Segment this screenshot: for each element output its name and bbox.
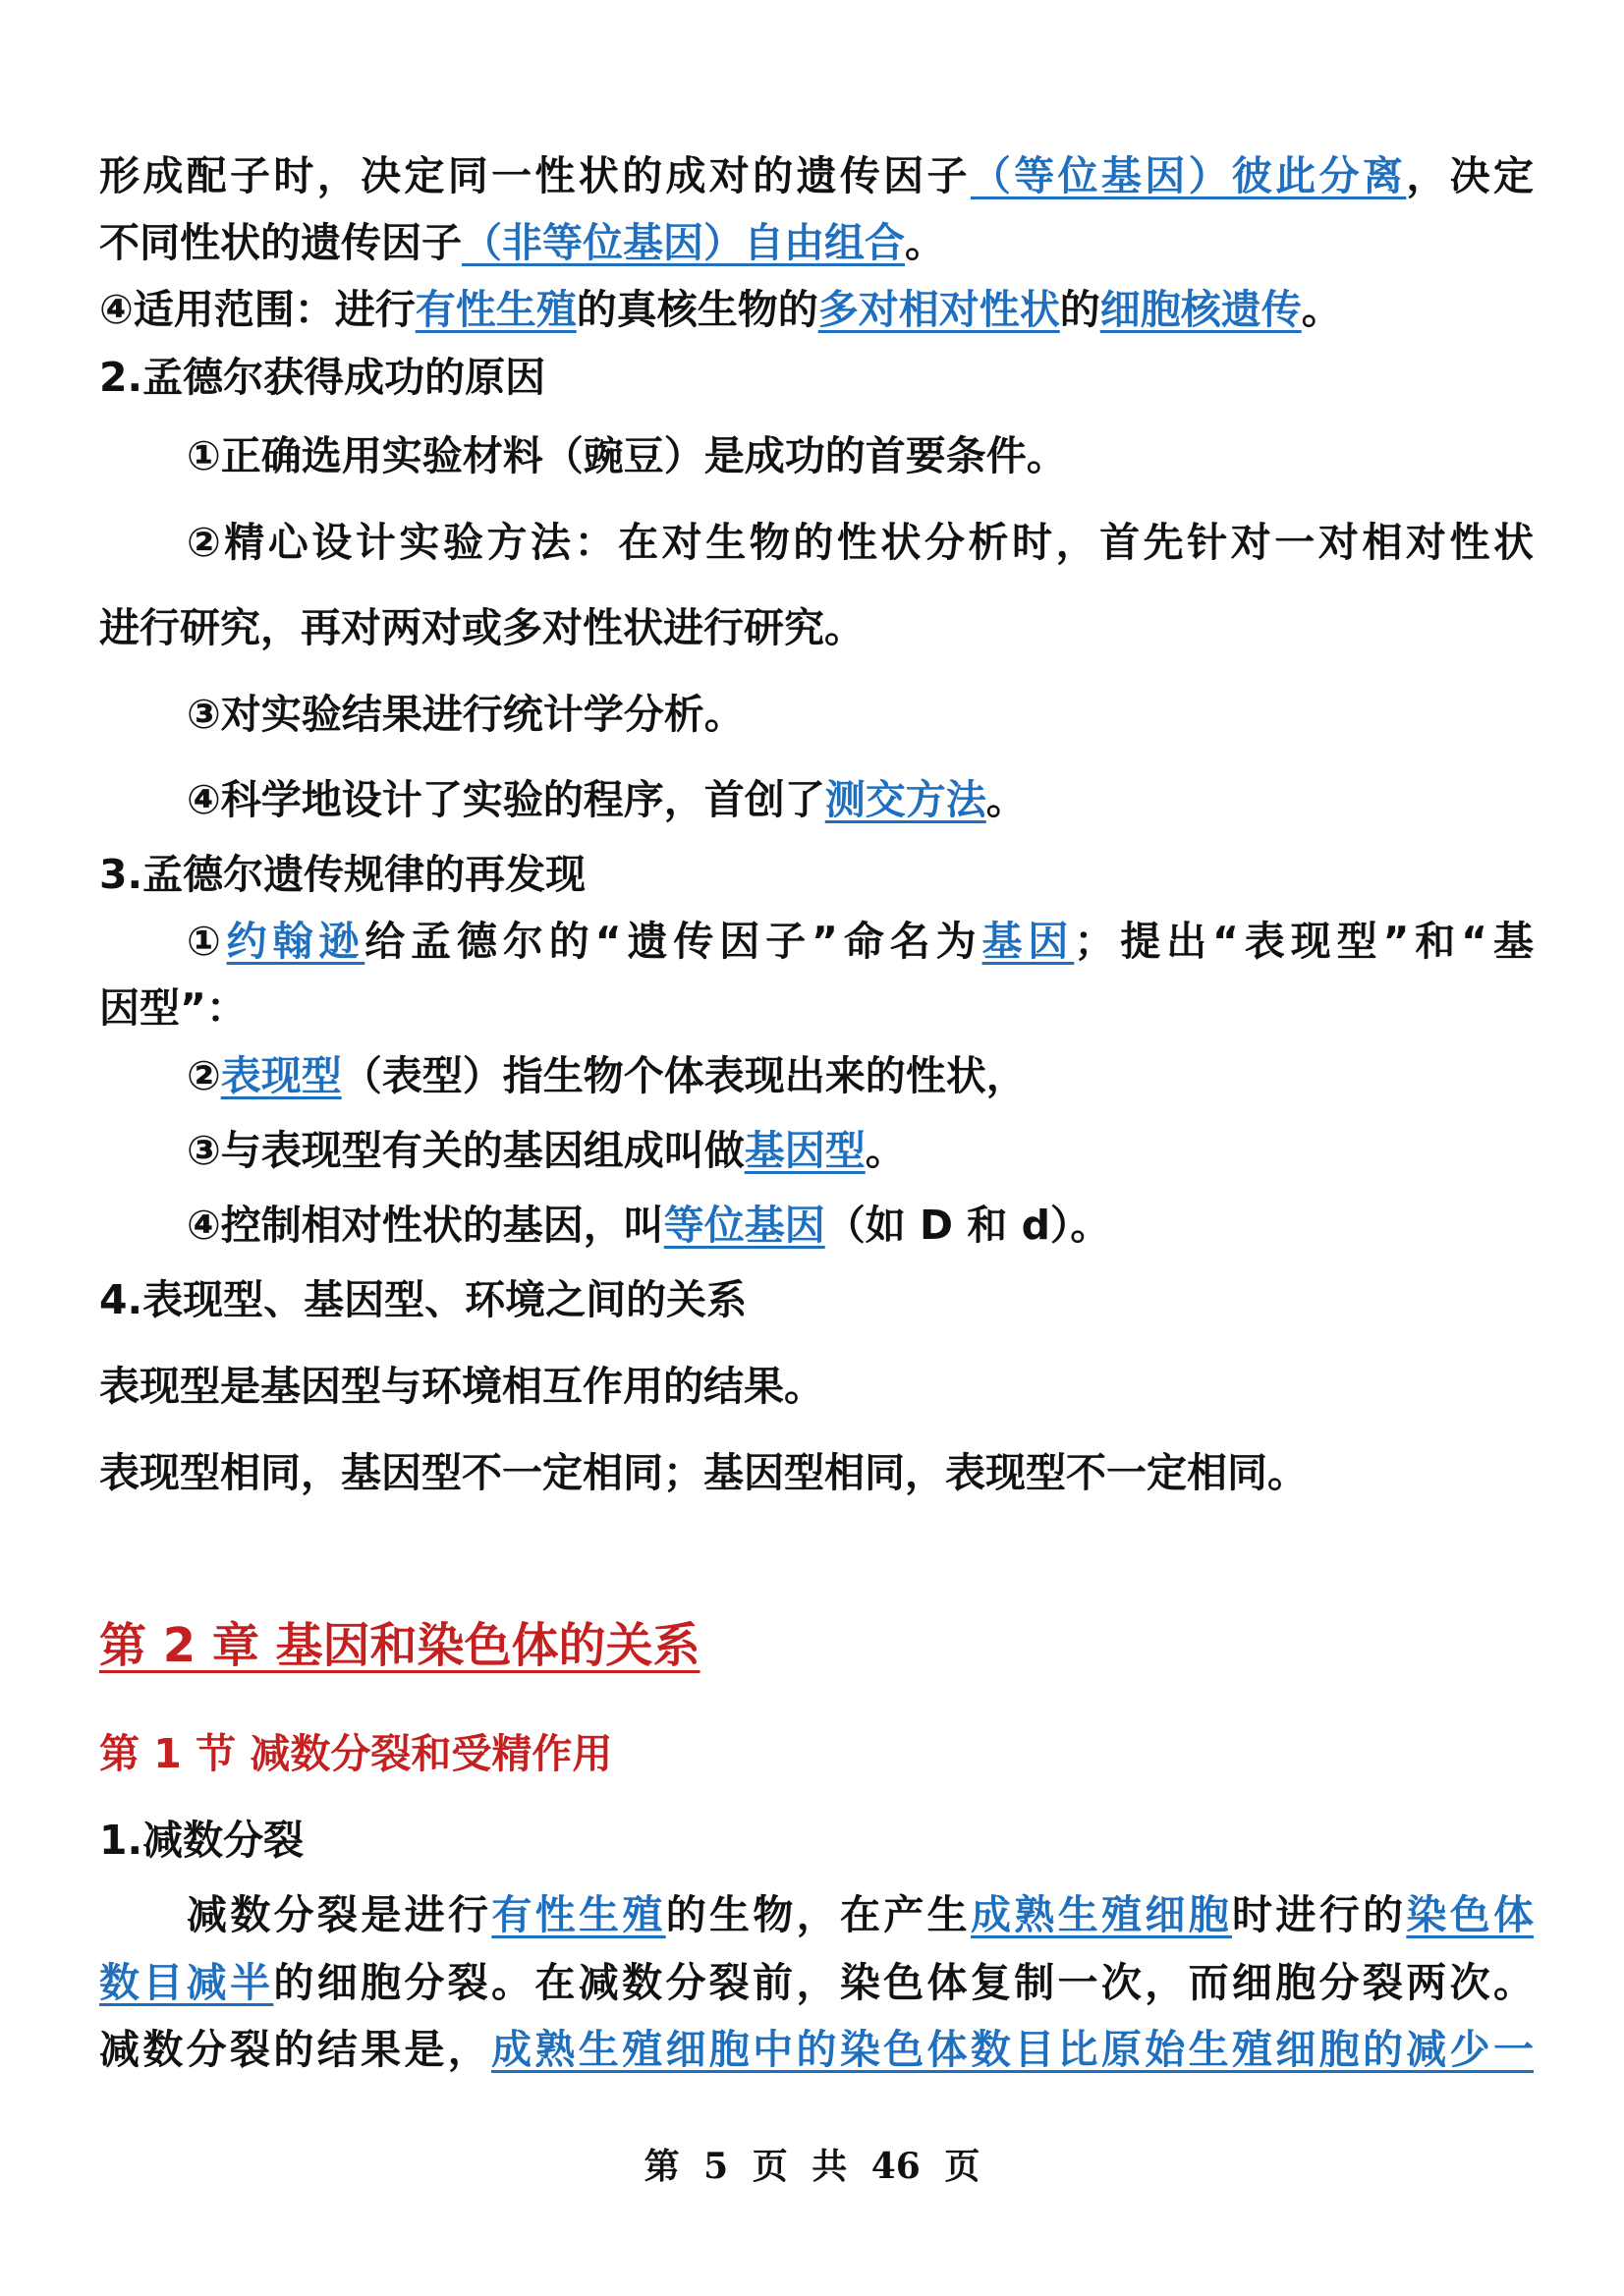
text-line (99, 980, 247, 1036)
text-segment: ③与表现型有关的基因组成叫做 (187, 1127, 745, 1174)
text-line (99, 600, 865, 655)
text-segment: 。 (1301, 286, 1342, 333)
text-segment: ；提出“表现型”和“基 (1074, 918, 1535, 965)
text-line (187, 772, 1027, 827)
text-line (187, 1123, 906, 1178)
text-line (187, 687, 745, 742)
text-segment: ④控制相对性状的基因，叫 (187, 1202, 664, 1249)
key-term: 表现型 (220, 1052, 342, 1099)
text-segment: 。 (865, 1127, 906, 1174)
text-line (187, 428, 1067, 483)
text-line (99, 1359, 824, 1414)
text-segment: 进行研究，再对两对或多对性状进行研究。 (99, 604, 865, 651)
text-line (187, 1887, 1534, 1942)
text-segment: ③对实验结果进行统计学分析。 (187, 691, 745, 738)
key-term: 测交方法 (824, 776, 986, 823)
text-segment: 2.孟德尔获得成功的原因 (99, 354, 546, 401)
text-segment: ② (187, 1052, 221, 1099)
text-segment: 给孟德尔的“遗传因子”命名为 (364, 918, 982, 965)
text-segment: 。 (905, 219, 945, 266)
text-line (99, 1813, 304, 1868)
key-term: 约翰逊 (226, 918, 365, 965)
text-segment: 的细胞分裂。在减数分裂前，染色体复制一次，而细胞分裂两次。 (273, 1959, 1534, 2006)
text-line (99, 215, 945, 270)
page-footer: 第 5 页 共 46 页 (644, 2146, 980, 2187)
key-term: 有性生殖 (415, 286, 577, 333)
text-segment: 的真核生物的 (576, 286, 818, 333)
key-term: 细胞核遗传 (1099, 286, 1302, 333)
key-term: 数目减半 (99, 1959, 274, 2006)
text-segment: 形成配子时，决定同一性状的成对的遗传因子 (99, 152, 971, 199)
text-segment: ④科学地设计了实验的程序，首创了 (187, 776, 825, 823)
text-segment: 减数分裂是进行 (187, 1891, 492, 1938)
text-segment: ① (187, 918, 227, 965)
chapter-title: 第 2 章 基因和染色体的关系 (99, 1618, 700, 1673)
text-line (187, 1198, 1110, 1253)
text-segment: 减数分裂的结果是， (99, 2026, 492, 2073)
key-term: 基因 (981, 918, 1075, 965)
text-line (99, 2022, 1534, 2077)
text-segment: ，决定 (1406, 152, 1534, 199)
text-segment: 4.表现型、基因型、环境之间的关系 (99, 1276, 748, 1323)
text-line (99, 148, 1534, 203)
key-term: （等位基因）彼此分离 (970, 152, 1407, 199)
key-term: （非等位基因）自由组合 (462, 219, 905, 266)
text-line (99, 847, 586, 902)
text-segment: （表型）指生物个体表现出来的性状， (341, 1052, 1027, 1099)
text-line (99, 1272, 747, 1327)
text-segment: 因型”： (99, 984, 247, 1032)
key-term: 染色体 (1406, 1891, 1535, 1938)
text-segment: 表现型相同，基因型不一定相同；基因型相同，表现型不一定相同。 (99, 1449, 1308, 1496)
text-segment: 不同性状的遗传因子 (99, 219, 462, 266)
text-segment: 1.减数分裂 (99, 1817, 305, 1864)
text-segment: ②精心设计实验方法：在对生物的性状分析时，首先针对一对相对性状 (187, 519, 1534, 566)
text-segment: 表现型是基因型与环境相互作用的结果。 (99, 1363, 824, 1410)
key-term: 多对相对性状 (817, 286, 1060, 333)
key-term: 等位基因 (663, 1202, 825, 1249)
text-line (187, 515, 1534, 570)
section-title: 第 1 节 减数分裂和受精作用 (99, 1730, 613, 1777)
text-line (99, 282, 1342, 337)
key-term: 成熟生殖细胞 (971, 1891, 1233, 1938)
key-term: 基因型 (744, 1127, 866, 1174)
text-line (187, 1048, 1027, 1103)
text-segment: ④适用范围：进行 (99, 286, 416, 333)
key-term: 成熟生殖细胞中的染色体数目比原始生殖细胞的减少一 (491, 2026, 1534, 2073)
text-line (99, 1955, 1534, 2010)
text-segment: 的生物，在产生 (665, 1891, 972, 1938)
text-line (99, 1445, 1308, 1500)
text-segment: ①正确选用实验材料（豌豆）是成功的首要条件。 (187, 432, 1067, 479)
text-segment: 。 (985, 776, 1027, 823)
text-segment: （如 D 和 d）。 (824, 1202, 1111, 1249)
text-line (99, 350, 545, 405)
text-segment: 3.孟德尔遗传规律的再发现 (99, 851, 587, 898)
text-segment: 时进行的 (1232, 1891, 1407, 1938)
key-term: 有性生殖 (491, 1891, 666, 1938)
text-line (187, 914, 1534, 969)
text-segment: 的 (1059, 286, 1100, 333)
